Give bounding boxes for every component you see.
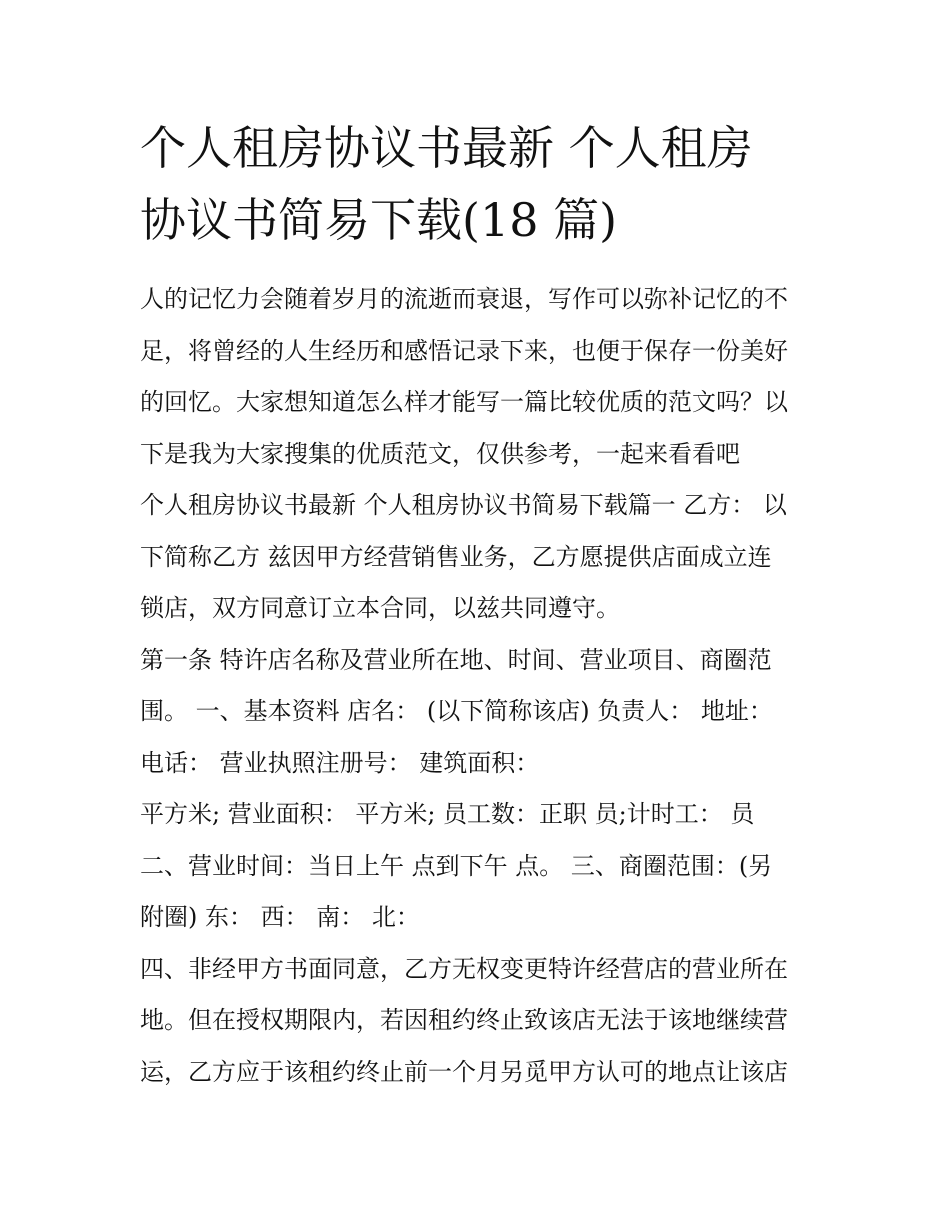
text-line: 附圈) 东： 西： 南： 北： (140, 903, 420, 931)
text-line: 二、营业时间：当日上午 点到下午 点。 三、商圈范围：(另 (140, 851, 773, 880)
paragraph-clause-4 (140, 944, 820, 1099)
paragraph-article-1 (140, 480, 820, 635)
text-line: 下简称乙方 兹因甲方经营销售业务，乙方愿提供店面成立连 (140, 542, 772, 571)
paragraph-clause-1 (140, 635, 820, 790)
document-body (140, 274, 820, 1098)
text-line: 个人租房协议书最新 个人租房协议书简易下载篇一 乙方： 以 (140, 491, 787, 519)
title-line-1: 个人租房协议书最新 个人租房 (140, 121, 753, 175)
text-line: 围。 一、基本资料 店名： (以下简称该店) 负责人： 地址： (140, 697, 773, 725)
text-line: 的回忆。大家想知道怎么样才能写一篇比较优质的范文吗？以 (140, 388, 788, 416)
text-line: 人的记忆力会随着岁月的流逝而衰退，写作可以弥补记忆的不 (140, 285, 788, 313)
text-line: 第一条 特许店名称及营业所在地、时间、营业项目、商圈范 (140, 645, 772, 674)
text-line: 运，乙方应于该租约终止前一个月另觅甲方认可的地点让该店 (140, 1057, 788, 1086)
text-line: 四、非经甲方书面同意，乙方无权变更特许经营店的营业所在 (140, 954, 788, 983)
document-title (140, 112, 830, 256)
paragraph-clause-area (140, 789, 820, 944)
paragraph-intro (140, 274, 820, 480)
text-line: 足，将曾经的人生经历和感悟记录下来，也便于保存一份美好 (140, 336, 788, 365)
text-line: 下是我为大家搜集的优质范文，仅供参考，一起来看看吧 (140, 439, 740, 468)
text-line: 电话： 营业执照注册号： 建筑面积： (140, 748, 540, 777)
title-line-2: 协议书简易下载(18 篇) (140, 193, 618, 247)
text-line: 平方米; 营业面积： 平方米; 员工数：正职 员;计时工： 员 (140, 800, 755, 828)
text-line: 地。但在授权期限内，若因租约终止致该店无法于该地继续营 (140, 1006, 788, 1034)
text-line: 锁店，双方同意订立本合同，以兹共同遵守。 (140, 594, 620, 622)
